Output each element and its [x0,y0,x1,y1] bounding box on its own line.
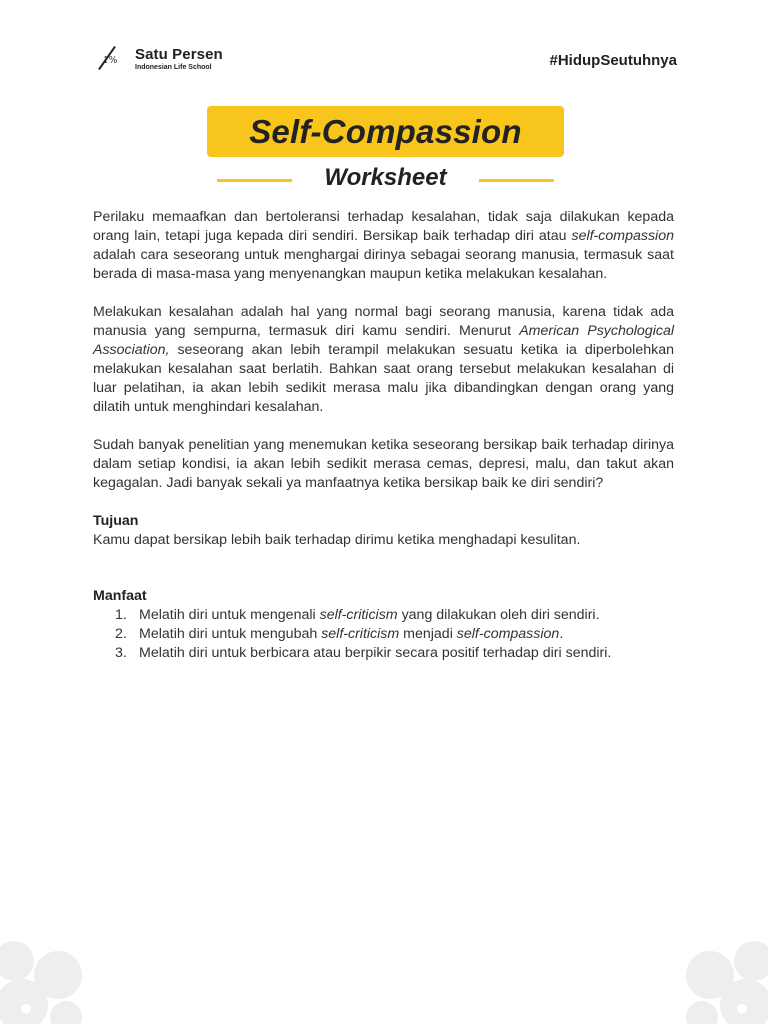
mistakes-paragraph: Melakukan kesalahan adalah hal yang normal bagi seorang manusia, karena tidak ada manusia yang sempurna, termasuk diri kamu sendiri. Menurut American Psychological Association, seseorang akan lebih terampil melakukan sesuatu ketika ia diperbolehkan melakukan kesalahan saat berlatih. Bahkan saat orang tersebut melakukan kesalahan di luar pelatihan, ia akan lebih sedikit merasa malu jika dibandingkan dengan orang yang dilatih untuk menghindari kesalahan. [93,304,674,415]
intro-paragraph: Perilaku memaafkan dan bertoleransi terhadap kesalahan, tidak saja dilakukan kepada orang lain, tetapi juga kepada diri sendiri. Bersikap baik terhadap diri atau self-compassion adalah cara seseorang untuk menghargai dirinya sebagai seorang manusia, termasuk saat berada di masa-masa yang menyenangkan maupun ketika melakukan kesalahan. [93,209,674,282]
brand-name: Satu Persen [135,46,223,63]
page-subtitle: Worksheet [324,164,447,191]
manfaat-list [93,606,674,663]
subtitle-line-left [217,179,292,182]
list-item: 1. Melatih diri untuk mengenali self-criticism yang dilakukan oleh diri sendiri. [115,607,600,623]
subtitle-line-right [479,179,554,182]
brand-logo [93,44,253,78]
brand-tagline: Indonesian Life School [135,64,212,71]
research-paragraph: Sudah banyak penelitian yang menemukan ketika seseorang bersikap baik terhadap dirinya dalam setiap kondisi, ia akan lebih sedikit merasa cemas, depresi, malu, dan takut akan kegagalan. Jadi banyak sekali ya manfaatnya ketika bersikap baik ke diri sendiri? [93,437,674,491]
list-item: 2. Melatih diri untuk mengubah self-criticism menjadi self-compassion. [115,626,564,642]
tujuan-heading: Tujuan [93,513,139,529]
worksheet-content [93,208,674,663]
percent-logo-icon: 1% [93,44,123,74]
tujuan-text: Kamu dapat bersikap lebih baik terhadap dirimu ketika menghadapi kesulitan. [93,532,581,548]
manfaat-heading: Manfaat [93,588,147,604]
hashtag: #HidupSeutuhnya [549,52,677,69]
page-title: Self-Compassion [249,112,522,150]
list-item: 3. Melatih diri untuk berbicara atau berpikir secara positif terhadap diri sendiri. [115,645,612,661]
title-banner [207,106,564,157]
corner-decoration-right-icon [678,939,768,1024]
subtitle-row [217,163,554,195]
corner-decoration-left-icon [0,939,90,1024]
